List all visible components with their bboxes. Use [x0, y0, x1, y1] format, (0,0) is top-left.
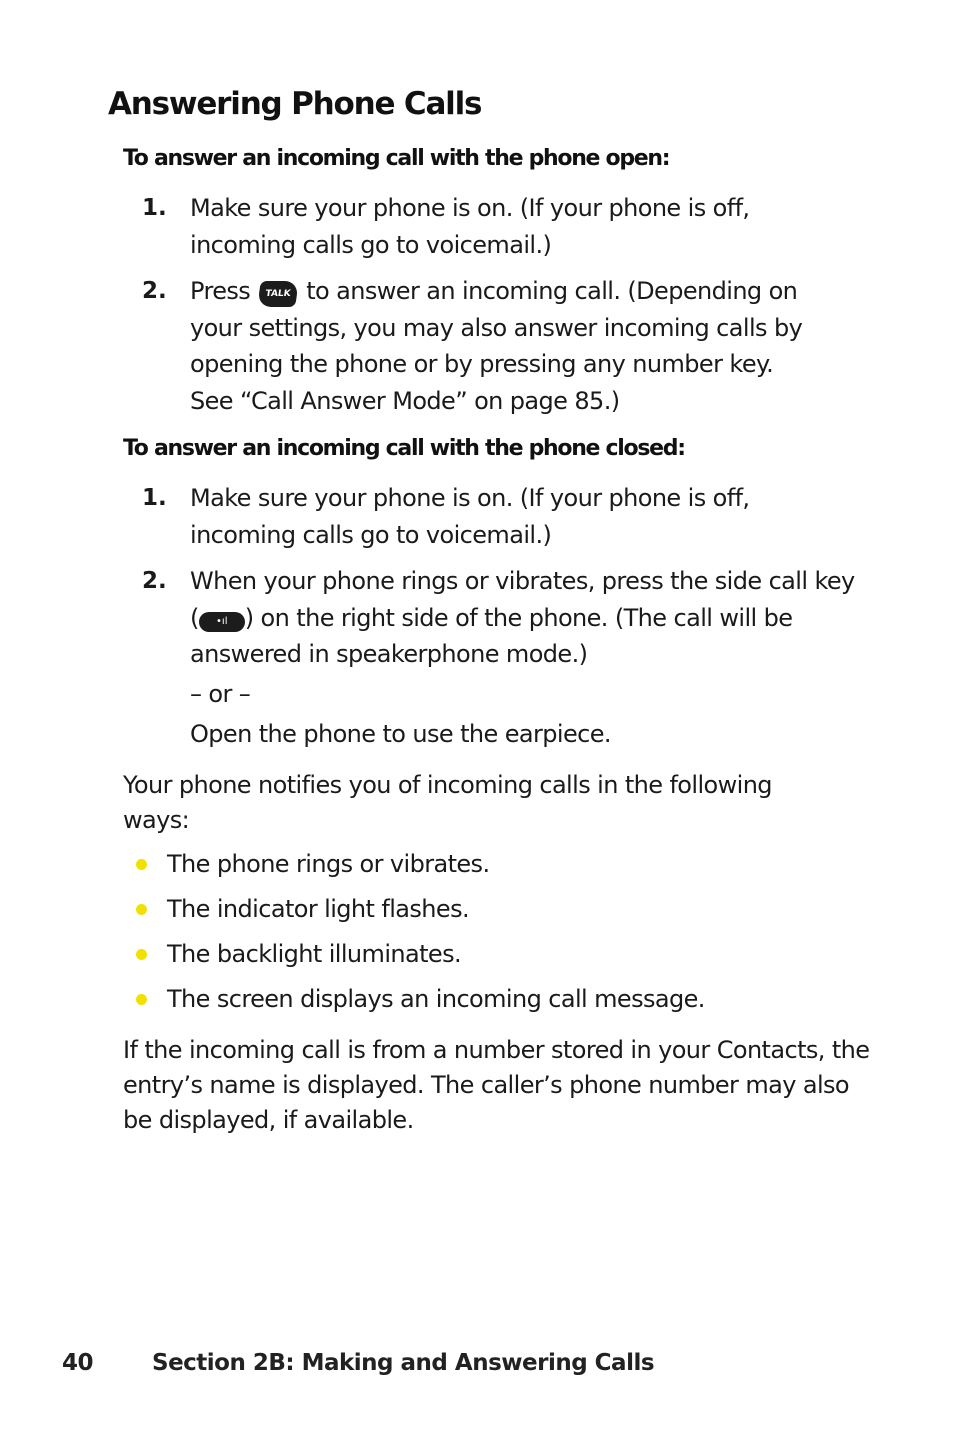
page-number: 40 [62, 1350, 94, 1376]
step-number: 1. [142, 195, 167, 221]
step-number: 1. [142, 485, 167, 511]
step-text-after: to answer an incoming call. (Depending on your settings, you may also answer incoming calls by opening the phone or by pressing any number key. [190, 277, 803, 378]
step-text-before: Press [190, 277, 251, 305]
side-call-key-icon: •ıl [199, 612, 245, 632]
closing-paragraph: If the incoming call is from a number stored in your Contacts, the entry’s name is displayed. The caller’s phone number may also be displayed, if available. [123, 1036, 870, 1134]
bullet-text: The phone rings or vibrates. [167, 850, 490, 878]
bullet-text: The screen displays an incoming call message. [167, 985, 705, 1013]
bullet-item [136, 940, 461, 968]
step-text [190, 563, 880, 673]
or-separator: – or – [190, 680, 251, 708]
bullet-item [136, 985, 705, 1013]
bullet-text: The backlight illuminates. [167, 940, 462, 968]
talk-key-icon: TALK [257, 281, 299, 307]
step-number: 2. [142, 278, 167, 304]
step-text [190, 273, 830, 419]
bullet-dot-icon [136, 904, 147, 915]
step-text-line1: When your phone rings or vibrates, press the side call key [190, 567, 855, 595]
bullet-dot-icon [136, 859, 147, 870]
closed-step-1 [142, 480, 882, 553]
subheading-phone-open: To answer an incoming call with the phone open: [123, 146, 670, 171]
subheading-phone-closed: To answer an incoming call with the phone closed: [123, 436, 685, 461]
paren-open: ( [190, 603, 199, 632]
open-step-1 [142, 190, 882, 263]
section-footer: Section 2B: Making and Answering Calls [152, 1350, 655, 1376]
alternative-text: Open the phone to use the earpiece. [190, 720, 611, 748]
open-step-2 [142, 273, 882, 419]
bullet-dot-icon [136, 994, 147, 1005]
step-text: Make sure your phone is on. (If your phone is off, incoming calls go to voicemail.) [190, 194, 750, 259]
bullet-item [136, 850, 489, 878]
closed-step-2 [142, 563, 882, 673]
step-see-reference: See “Call Answer Mode” on page 85.) [190, 386, 620, 415]
bullet-item [136, 895, 469, 923]
notify-intro: Your phone notifies you of incoming calls in the following ways: [123, 771, 772, 834]
page-title: Answering Phone Calls [108, 86, 482, 122]
step-number: 2. [142, 568, 167, 594]
step-text: Make sure your phone is on. (If your phone is off, incoming calls go to voicemail.) [190, 484, 750, 549]
step-text-after: ) on the right side of the phone. (The call will be answered in speakerphone mode.) [190, 603, 793, 668]
bullet-text: The indicator light flashes. [167, 895, 469, 923]
bullet-dot-icon [136, 949, 147, 960]
